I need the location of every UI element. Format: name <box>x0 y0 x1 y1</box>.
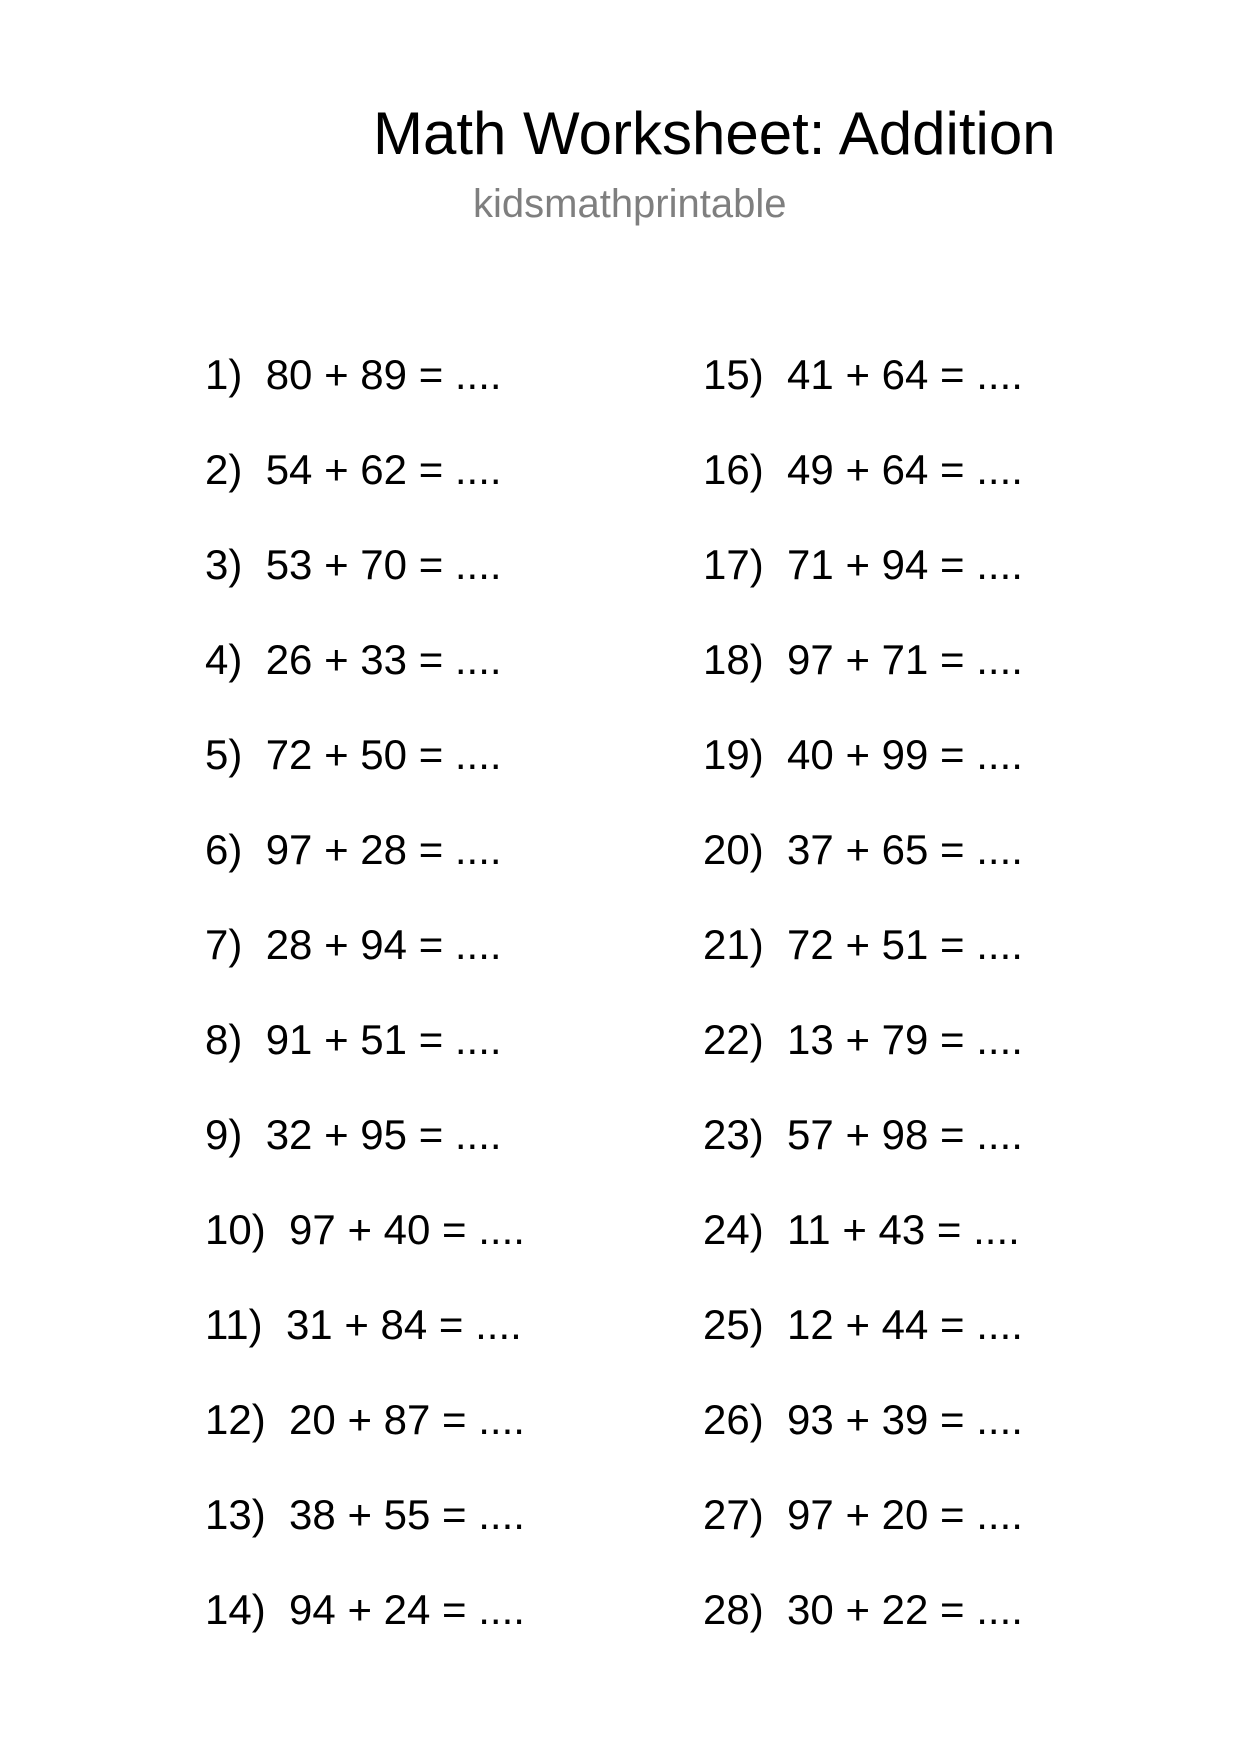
problem-operator: + <box>845 1396 870 1443</box>
answer-blank[interactable]: .... <box>475 1301 522 1348</box>
problem-operand-a: 40 <box>787 731 834 778</box>
problem-equals: = <box>940 1301 965 1348</box>
answer-blank[interactable]: .... <box>454 351 502 398</box>
problems-column-left <box>205 351 665 1684</box>
problem-operator: + <box>324 1111 349 1158</box>
answer-blank[interactable]: .... <box>478 1586 525 1633</box>
problem-equals: = <box>442 1491 467 1538</box>
problem-operator: + <box>324 731 349 778</box>
answer-blank[interactable]: .... <box>454 541 502 588</box>
problem-operator: + <box>324 826 349 873</box>
problem-equals: = <box>442 1206 467 1253</box>
problem-item-15 <box>703 351 1163 449</box>
problem-operand-a: 97 <box>265 826 313 873</box>
problem-number: 26) <box>703 1396 764 1443</box>
problem-number: 13) <box>205 1491 266 1538</box>
problem-equals: = <box>418 351 444 398</box>
problem-number: 6) <box>205 826 243 873</box>
problem-operator: + <box>845 731 870 778</box>
problem-item-8 <box>205 1016 665 1114</box>
problem-operand-a: 72 <box>787 921 834 968</box>
problem-operand-a: 20 <box>289 1396 336 1443</box>
problem-operator: + <box>344 1301 369 1348</box>
problem-operator: + <box>845 1111 870 1158</box>
answer-blank[interactable]: .... <box>976 541 1023 588</box>
problem-operand-a: 41 <box>787 351 834 398</box>
problem-operand-a: 72 <box>265 731 313 778</box>
problem-operator: + <box>845 1016 870 1063</box>
problem-operand-a: 97 <box>787 636 834 683</box>
problem-operand-b: 28 <box>360 826 408 873</box>
answer-blank[interactable]: .... <box>976 1396 1023 1443</box>
answer-blank[interactable]: .... <box>478 1396 525 1443</box>
problem-operand-a: 11 <box>787 1206 831 1253</box>
answer-blank[interactable]: .... <box>976 636 1023 683</box>
answer-blank[interactable]: .... <box>976 1111 1023 1158</box>
problem-equals: = <box>936 1206 962 1253</box>
problem-equals: = <box>940 1586 965 1633</box>
problem-item-23 <box>703 1111 1163 1209</box>
problem-item-19 <box>703 731 1163 829</box>
problem-equals: = <box>940 541 965 588</box>
problem-number: 20) <box>703 826 764 873</box>
problem-operand-a: 49 <box>787 446 834 493</box>
problem-number: 22) <box>703 1016 764 1063</box>
problem-number: 12) <box>205 1396 266 1443</box>
problem-operator: + <box>324 446 349 493</box>
problem-equals: = <box>940 731 965 778</box>
problem-operator: + <box>347 1206 372 1253</box>
problem-item-26 <box>703 1396 1163 1494</box>
page-title: Math Worksheet: Addition <box>373 100 1056 167</box>
problem-operand-b: 95 <box>360 1111 408 1158</box>
problem-operand-b: 20 <box>881 1491 929 1538</box>
problem-equals: = <box>940 446 965 493</box>
problem-item-27 <box>703 1491 1163 1589</box>
answer-blank[interactable]: .... <box>976 826 1023 873</box>
problem-operator: + <box>845 826 870 873</box>
problem-operand-a: 71 <box>787 541 834 588</box>
problem-operand-a: 32 <box>265 1111 313 1158</box>
problem-operand-b: 44 <box>881 1301 929 1348</box>
problem-equals: = <box>442 1586 467 1633</box>
problem-number: 23) <box>703 1111 764 1158</box>
problem-number: 24) <box>703 1206 764 1253</box>
answer-blank[interactable]: .... <box>454 636 502 683</box>
problem-number: 4) <box>205 636 243 683</box>
problem-number: 25) <box>703 1301 764 1348</box>
problem-operator: + <box>845 921 870 968</box>
answer-blank[interactable]: .... <box>454 446 502 493</box>
answer-blank[interactable]: .... <box>478 1206 525 1253</box>
problem-number: 11) <box>205 1301 263 1348</box>
problem-operand-b: 87 <box>383 1396 431 1443</box>
problem-operand-b: 98 <box>881 1111 929 1158</box>
problem-operand-b: 62 <box>360 446 408 493</box>
problem-item-24 <box>703 1206 1163 1304</box>
problem-operand-a: 38 <box>289 1491 336 1538</box>
problem-equals: = <box>418 541 444 588</box>
problem-equals: = <box>940 1111 965 1158</box>
problem-number: 14) <box>205 1586 266 1633</box>
problem-operand-a: 12 <box>787 1301 834 1348</box>
problem-operand-b: 55 <box>383 1491 431 1538</box>
answer-blank[interactable]: .... <box>454 826 502 873</box>
problem-operand-a: 94 <box>289 1586 336 1633</box>
problem-item-9 <box>205 1111 665 1209</box>
problem-operand-a: 26 <box>265 636 313 683</box>
problem-operand-b: 71 <box>881 636 929 683</box>
problem-item-17 <box>703 541 1163 639</box>
problem-number: 19) <box>703 731 764 778</box>
problem-number: 5) <box>205 731 243 778</box>
problem-number: 7) <box>205 921 243 968</box>
problem-operand-a: 31 <box>285 1301 333 1348</box>
problem-number: 15) <box>703 351 764 398</box>
problem-operator: + <box>324 351 349 398</box>
problem-number: 21) <box>703 921 764 968</box>
problem-operand-b: 51 <box>881 921 929 968</box>
problem-operand-a: 57 <box>787 1111 834 1158</box>
problem-equals: = <box>940 636 965 683</box>
problem-item-7 <box>205 921 665 1019</box>
problem-equals: = <box>940 921 965 968</box>
answer-blank[interactable]: .... <box>976 1586 1023 1633</box>
problem-operator: + <box>845 1301 870 1348</box>
problem-equals: = <box>418 921 444 968</box>
problem-operand-b: 84 <box>380 1301 428 1348</box>
problem-operator: + <box>845 446 870 493</box>
answer-blank[interactable]: .... <box>976 351 1023 398</box>
answer-blank[interactable]: .... <box>976 921 1023 968</box>
problem-equals: = <box>940 351 965 398</box>
problem-operator: + <box>324 1016 349 1063</box>
problem-operand-a: 37 <box>787 826 834 873</box>
problem-operand-a: 13 <box>787 1016 834 1063</box>
problem-number: 10) <box>205 1206 266 1253</box>
problem-operand-b: 65 <box>881 826 929 873</box>
problem-operand-b: 89 <box>360 351 408 398</box>
problem-equals: = <box>418 731 444 778</box>
problem-equals: = <box>940 1016 965 1063</box>
problem-operator: + <box>324 921 349 968</box>
problem-number: 17) <box>703 541 764 588</box>
problem-operand-b: 51 <box>360 1016 408 1063</box>
problem-equals: = <box>940 1396 965 1443</box>
problems-column-right <box>703 351 1163 1684</box>
problem-operand-a: 97 <box>289 1206 336 1253</box>
problem-number: 27) <box>703 1491 764 1538</box>
problem-item-12 <box>205 1396 665 1494</box>
problem-operand-b: 50 <box>360 731 408 778</box>
problem-operator: + <box>845 1491 870 1538</box>
problem-item-13 <box>205 1491 665 1589</box>
problem-operand-b: 33 <box>360 636 408 683</box>
answer-blank[interactable]: .... <box>973 1206 1020 1253</box>
problem-item-14 <box>205 1586 665 1684</box>
problem-operator: + <box>845 541 870 588</box>
problem-operator: + <box>845 1586 870 1633</box>
problem-item-2 <box>205 446 665 544</box>
answer-blank[interactable]: .... <box>976 731 1023 778</box>
problem-number: 28) <box>703 1586 764 1633</box>
problem-equals: = <box>940 1491 965 1538</box>
answer-blank[interactable]: .... <box>454 921 502 968</box>
problem-number: 3) <box>205 541 243 588</box>
problem-item-5 <box>205 731 665 829</box>
problem-operand-b: 70 <box>360 541 408 588</box>
problem-equals: = <box>442 1396 467 1443</box>
problem-item-11 <box>205 1301 665 1399</box>
problem-number: 9) <box>205 1111 243 1158</box>
problem-operand-a: 53 <box>265 541 313 588</box>
problem-operator: + <box>347 1396 372 1443</box>
problem-operand-a: 54 <box>265 446 313 493</box>
page-subtitle: kidsmathprintable <box>473 182 787 226</box>
problem-operand-b: 40 <box>383 1206 431 1253</box>
problem-equals: = <box>418 1111 444 1158</box>
problem-operand-b: 94 <box>881 541 929 588</box>
problem-item-10 <box>205 1206 665 1304</box>
problem-item-25 <box>703 1301 1163 1399</box>
problem-number: 2) <box>205 446 243 493</box>
problem-operand-a: 91 <box>265 1016 313 1063</box>
problem-number: 8) <box>205 1016 243 1063</box>
problem-operator: + <box>347 1491 372 1538</box>
answer-blank[interactable]: .... <box>454 1111 502 1158</box>
problem-operand-b: 79 <box>881 1016 929 1063</box>
problem-operator: + <box>324 636 349 683</box>
answer-blank[interactable]: .... <box>976 1301 1023 1348</box>
problem-equals: = <box>418 446 444 493</box>
problem-operator: + <box>845 636 870 683</box>
problem-operand-a: 93 <box>787 1396 834 1443</box>
answer-blank[interactable]: .... <box>478 1491 525 1538</box>
problem-item-18 <box>703 636 1163 734</box>
answer-blank[interactable]: .... <box>976 1016 1023 1063</box>
problem-item-3 <box>205 541 665 639</box>
problem-operand-b: 22 <box>881 1586 929 1633</box>
problem-item-28 <box>703 1586 1163 1684</box>
problem-operand-a: 28 <box>265 921 313 968</box>
problem-operand-b: 99 <box>881 731 929 778</box>
problem-operand-a: 97 <box>787 1491 834 1538</box>
problem-equals: = <box>418 1016 444 1063</box>
answer-blank[interactable]: .... <box>976 446 1023 493</box>
answer-blank[interactable]: .... <box>454 1016 502 1063</box>
problem-operator: + <box>845 351 870 398</box>
answer-blank[interactable]: .... <box>454 731 502 778</box>
problem-item-20 <box>703 826 1163 924</box>
problem-item-16 <box>703 446 1163 544</box>
problem-operator: + <box>842 1206 867 1253</box>
problem-operand-b: 64 <box>881 446 929 493</box>
problem-equals: = <box>418 636 444 683</box>
problem-equals: = <box>438 1301 464 1348</box>
problem-number: 16) <box>703 446 764 493</box>
problem-item-4 <box>205 636 665 734</box>
problem-number: 1) <box>205 351 243 398</box>
problem-equals: = <box>940 826 965 873</box>
problem-operator: + <box>347 1586 372 1633</box>
problem-operand-a: 30 <box>787 1586 834 1633</box>
problem-operand-a: 80 <box>265 351 313 398</box>
problem-operand-b: 24 <box>383 1586 431 1633</box>
problem-item-22 <box>703 1016 1163 1114</box>
problem-operand-b: 43 <box>878 1206 926 1253</box>
problem-operator: + <box>324 541 349 588</box>
problem-operand-b: 64 <box>881 351 929 398</box>
answer-blank[interactable]: .... <box>976 1491 1023 1538</box>
problem-item-6 <box>205 826 665 924</box>
problem-operand-b: 39 <box>881 1396 929 1443</box>
problem-equals: = <box>418 826 444 873</box>
problem-item-21 <box>703 921 1163 1019</box>
problem-operand-b: 94 <box>360 921 408 968</box>
problem-number: 18) <box>703 636 764 683</box>
problem-item-1 <box>205 351 665 449</box>
